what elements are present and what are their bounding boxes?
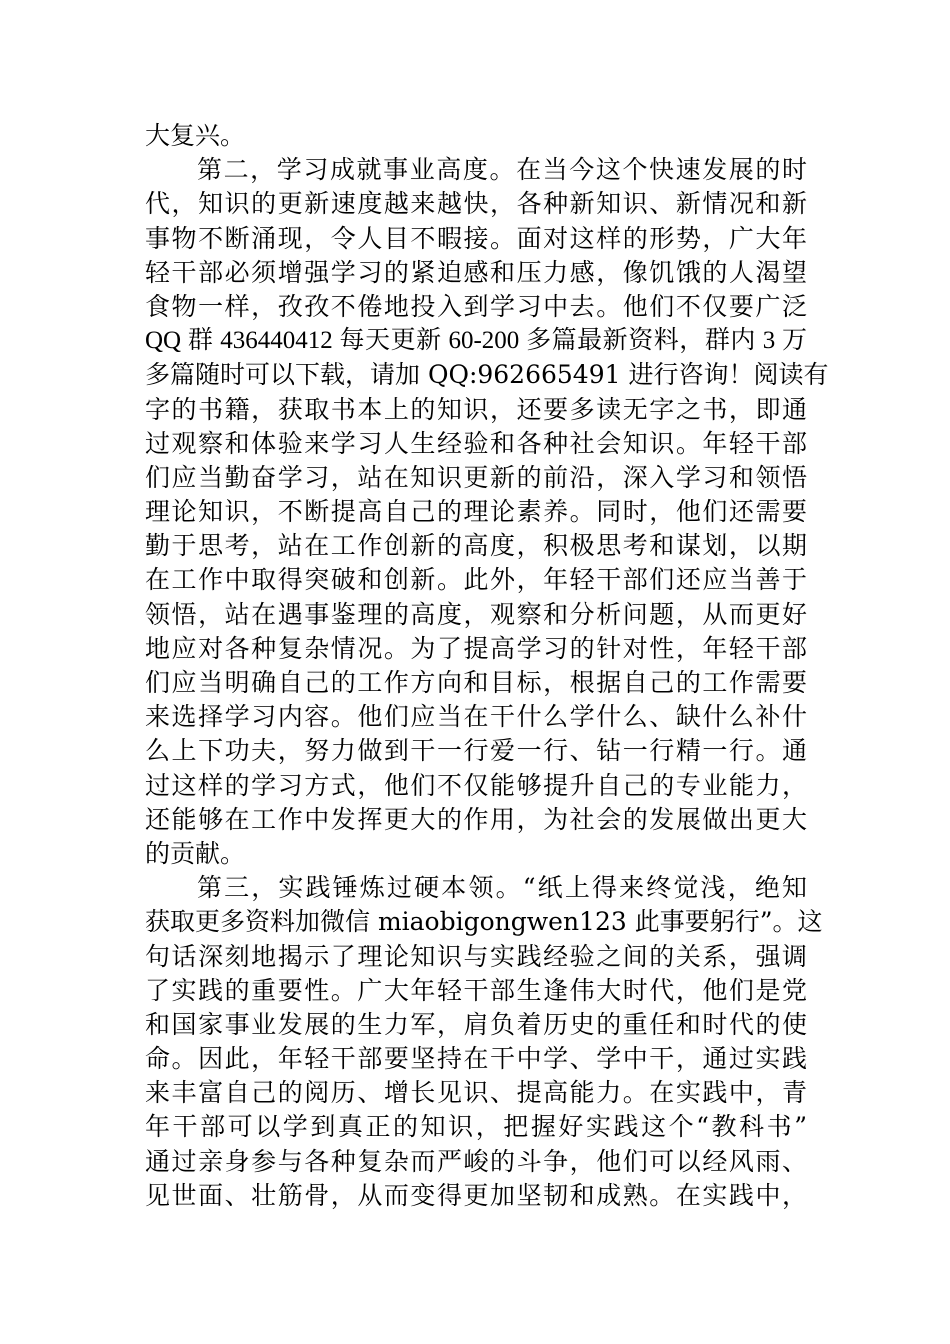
text-line: 事物不断涌现，令人目不暇接。面对这样的形势，广大年 [145, 223, 807, 253]
text-line: 来丰富自己的阅历、增长见识、提高能力。在实践中，青 [145, 1078, 807, 1108]
text-line: 年干部可以学到真正的知识，把握好实践这个“教科书” [145, 1112, 807, 1142]
text-line: 们应当勤奋学习，站在知识更新的前沿，深入学习和领悟 [145, 462, 807, 492]
text-line: 在工作中取得突破和创新。此外，年轻干部们还应当善于 [145, 565, 807, 595]
text-line: 勤于思考，站在工作创新的高度，积极思考和谋划，以期 [145, 531, 807, 561]
text-line: 么上下功夫，努力做到干一行爱一行、钻一行精一行。通 [145, 736, 807, 766]
text-line: 还能够在工作中发挥更大的作用，为社会的发展做出更大 [145, 804, 807, 834]
text-line: 的贡献。 [145, 838, 246, 868]
text-line: 通过亲身参与各种复杂而严峻的斗争，他们可以经风雨、 [145, 1146, 807, 1176]
watermark-ad-line: 多篇随时可以下载，请加 QQ:962665491 进行咨询！阅读有 [145, 360, 829, 390]
text-line: 理论知识，不断提高自己的理论素养。同时，他们还需要 [145, 497, 807, 527]
text-line: 见世面、壮筋骨，从而变得更加坚韧和成熟。在实践中， [145, 1180, 807, 1210]
text-line: 和国家事业发展的生力军，肩负着历史的重任和时代的使 [145, 1009, 807, 1039]
text-line: 了实践的重要性。广大年轻干部生逢伟大时代，他们是党 [145, 975, 807, 1005]
paragraph-start-line: 第二，学习成就事业高度。在当今这个快速发展的时 [197, 155, 807, 185]
text-line: 们应当明确自己的工作方向和目标，根据自己的工作需要 [145, 668, 807, 697]
paragraph-start-line: 第三，实践锤炼过硬本领。“纸上得来终觉浅，绝知 [197, 873, 807, 903]
text-line: 命。因此，年轻干部要坚持在干中学、学中干，通过实践 [145, 1044, 807, 1074]
text-line: 大复兴。 [145, 121, 246, 150]
text-line: 来选择学习内容。他们应当在干什么学什么、缺什么补什 [145, 702, 807, 732]
text-line: 代，知识的更新速度越来越快，各种新知识、新情况和新 [145, 189, 807, 219]
text-line: 轻干部必须增强学习的紧迫感和压力感，像饥饿的人渴望 [145, 257, 807, 287]
text-line: 句话深刻地揭示了理论知识与实践经验之间的关系，强调 [145, 941, 807, 971]
text-line: 过这样的学习方式，他们不仅能够提升自己的专业能力， [145, 770, 807, 800]
text-line: 食物一样，孜孜不倦地投入到学习中去。他们不仅要广泛 [145, 291, 807, 321]
text-line: 领悟，站在遇事鉴理的高度，观察和分析问题，从而更好 [145, 599, 807, 629]
watermark-ad-line: 获取更多资料加微信 miaobigongwen123 此事要躬行”。这 [145, 907, 823, 937]
document-body [145, 119, 829, 1213]
text-line: 地应对各种复杂情况。为了提高学习的针对性，年轻干部 [145, 633, 807, 663]
text-line: 过观察和体验来学习人生经验和各种社会知识。年轻干部 [145, 428, 807, 458]
text-line: 字的书籍，获取书本上的知识，还要多读无字之书，即通 [145, 394, 807, 424]
watermark-ad-line: QQ 群 436440412 每天更新 60-200 多篇最新资料，群内 3 万 [145, 327, 807, 355]
